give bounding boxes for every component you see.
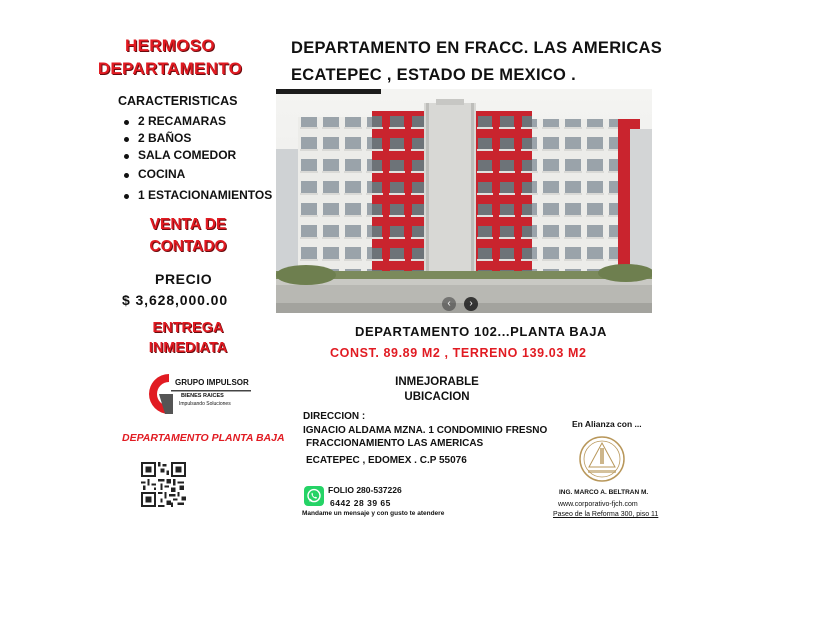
- sale-type: [118, 214, 258, 258]
- sale-type-line2: CONTADO: [149, 238, 227, 255]
- listing-title-line1: HERMOSO: [125, 36, 215, 55]
- building-photo[interactable]: [276, 89, 652, 313]
- price-value: $ 3,628,000.00: [122, 292, 229, 308]
- agent-website[interactable]: www.corporativo-fjch.com: [558, 501, 638, 508]
- feature-item: 1 ESTACIONAMIENTOS: [120, 188, 272, 202]
- address-street: IGNACIO ALDAMA MZNA. 1 CONDOMINIO FRESNO: [303, 424, 548, 436]
- logo-tagline: Impulsando Soluciones: [179, 401, 231, 407]
- building-image: [276, 89, 652, 313]
- location-line2: UBICACION: [404, 391, 470, 403]
- plant-label: DEPARTAMENTO PLANTA BAJA: [122, 432, 285, 444]
- delivery-line1: ENTREGA: [152, 320, 224, 336]
- chevron-right-icon[interactable]: ›: [464, 297, 478, 311]
- listing-title-line2: DEPARTAMENTO: [97, 59, 243, 78]
- folio-number: FOLIO 280-537226: [328, 485, 402, 495]
- qr-code-icon[interactable]: [141, 462, 186, 507]
- feature-item: COCINA: [120, 167, 272, 188]
- agent-office-address[interactable]: Paseo de la Reforma 300, piso 11: [553, 511, 659, 518]
- features-title: CARACTERISTICAS: [118, 94, 238, 108]
- location-line1: INMEJORABLE: [395, 376, 479, 388]
- address-city: ECATEPEC , EDOMEX . C.P 55076: [306, 454, 467, 466]
- delivery-line2: INMEDIATA: [148, 340, 228, 356]
- whatsapp-icon[interactable]: [304, 486, 324, 506]
- address-block: [303, 410, 547, 467]
- contact-message: Mandame un mensaje y con gusto te atendere: [302, 510, 445, 517]
- address-label: DIRECCION :: [303, 411, 366, 422]
- feature-item: 2 BAÑOS: [120, 131, 272, 148]
- listing-title: [90, 34, 250, 80]
- chevron-left-icon[interactable]: ‹: [442, 297, 456, 311]
- listing-heading-line2: ECATEPEC , ESTADO DE MEXICO .: [291, 66, 576, 84]
- listing-heading-line1: DEPARTAMENTO EN FRACC. LAS AMERICAS: [291, 39, 663, 57]
- logo-name: GRUPO IMPULSOR: [175, 378, 249, 387]
- features-list: [120, 114, 272, 202]
- feature-item: 2 RECAMARAS: [120, 114, 272, 131]
- grupo-impulsor-logo: [145, 370, 265, 418]
- agent-name: ING. MARCO A. BELTRAN M.: [559, 489, 649, 496]
- listing-heading: [291, 35, 662, 89]
- address-neighborhood: FRACCIONAMIENTO LAS AMERICAS: [306, 438, 484, 449]
- price-label: PRECIO: [155, 271, 213, 287]
- logo-subtitle: BIENES RAICES: [181, 393, 224, 399]
- sale-type-line1: VENTA DE: [149, 216, 227, 233]
- location-tagline: [392, 375, 482, 405]
- phone-number[interactable]: 6442 28 39 65: [330, 498, 391, 508]
- unit-area: CONST. 89.89 M2 , TERRENO 139.03 M2: [330, 346, 587, 360]
- alliance-label: En Alianza con ...: [572, 419, 642, 429]
- unit-title: DEPARTAMENTO 102...PLANTA BAJA: [355, 324, 608, 339]
- delivery-status: [118, 318, 258, 358]
- feature-item: SALA COMEDOR: [120, 148, 272, 167]
- fjch-seal-icon: [574, 434, 630, 484]
